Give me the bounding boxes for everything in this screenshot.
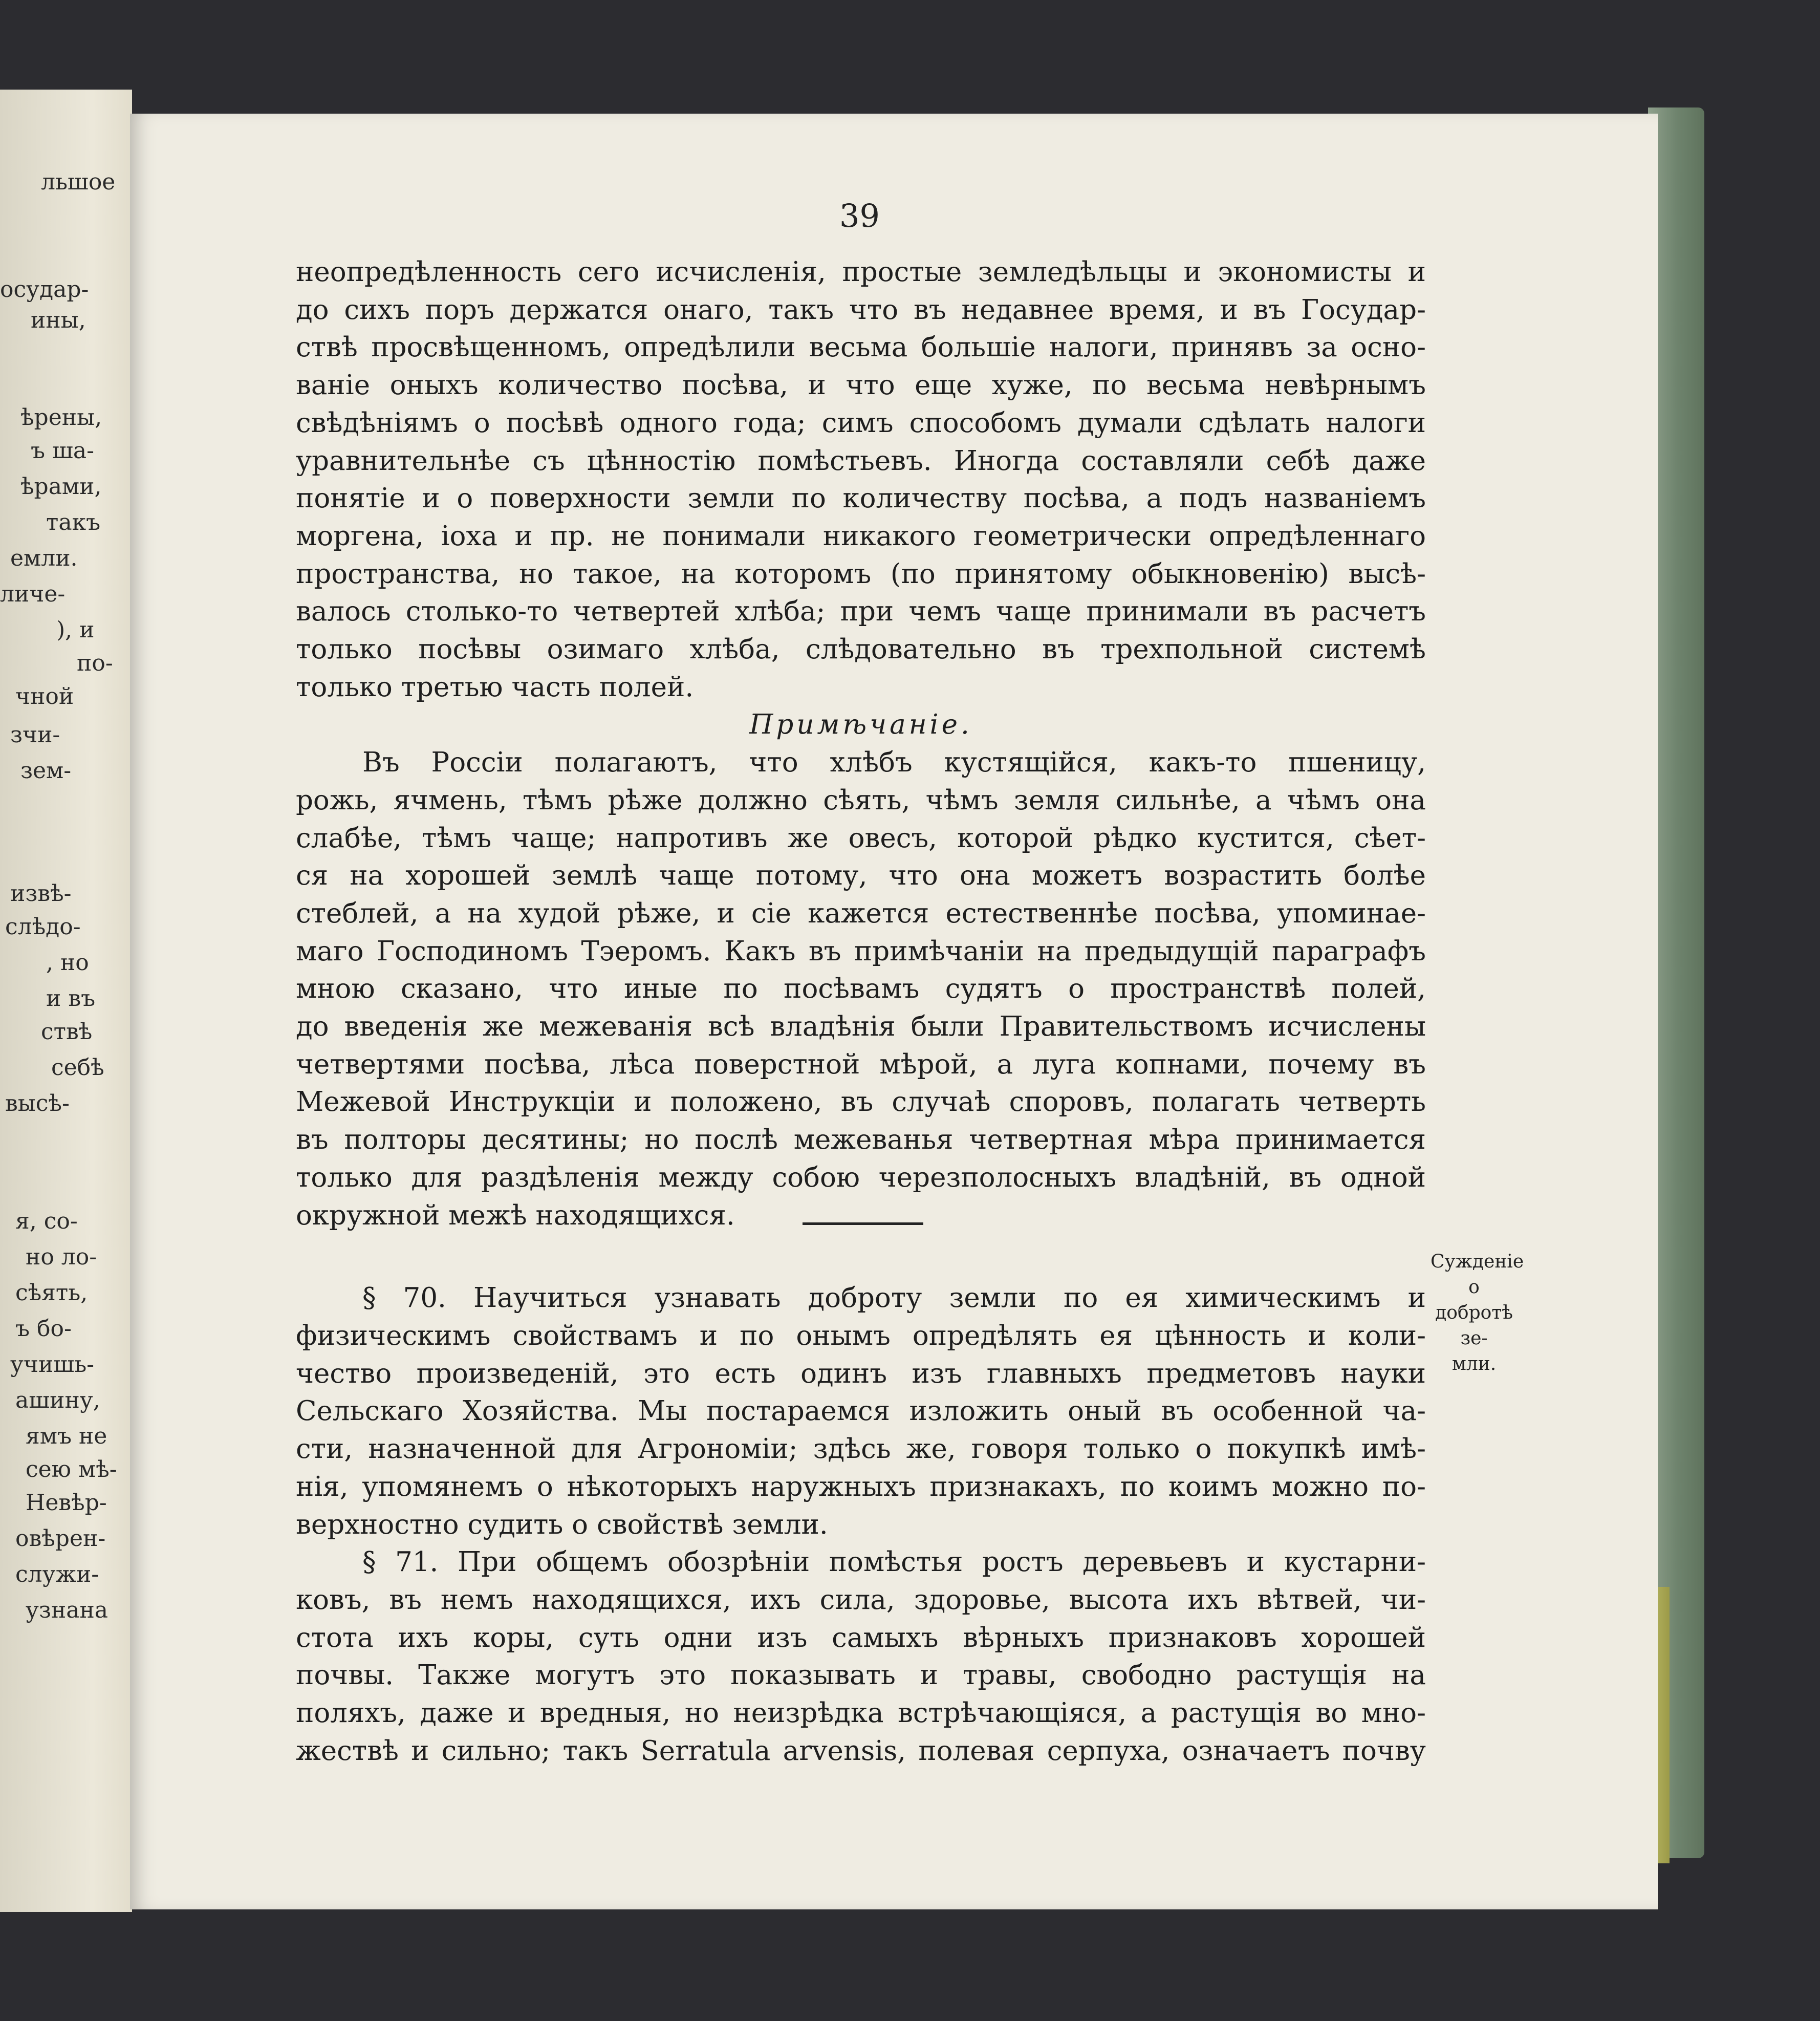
- note-line: ся на хорошей землѣ чаще потому, что она можетъ возрастить болѣе: [296, 860, 1426, 892]
- paragraph-line: только третью часть полей.: [296, 671, 694, 703]
- note-line: Въ Россіи полагаютъ, что хлѣбъ кустящійся, какъ-то пшеницу,: [362, 747, 1426, 779]
- page-body: [296, 253, 1426, 1770]
- section-gap: [296, 1234, 1426, 1279]
- margin-note-line: добротѣ зе-: [1435, 1302, 1513, 1349]
- note-line: въ полторы десятины; но послѣ межеванья четвертная мѣра принимается: [296, 1124, 1426, 1156]
- note-line: мною сказано, что иные по посѣвамъ судятъ о пространствѣ полей,: [296, 973, 1426, 1005]
- left-page-fragment: осудар-: [0, 276, 89, 303]
- section-71-line: ковъ, въ немъ находящихся, ихъ сила, здоровье, высота ихъ вѣтвей, чи-: [296, 1584, 1426, 1616]
- paragraph-line: пространства, но такое, на которомъ (по принятому обыкновенію) высѣ-: [296, 558, 1426, 590]
- left-page-fragment: льшое: [41, 169, 116, 195]
- left-page-fragment: личе-: [0, 581, 66, 607]
- left-page-fragment: ѣрены,: [20, 404, 102, 431]
- section-70-line: физическимъ свойствамъ и по онымъ опредѣлять ея цѣнность и коли-: [296, 1320, 1426, 1351]
- section-70-line: чество произведеній, это есть одинъ изъ главныхъ предметовъ науки: [296, 1358, 1426, 1389]
- note-line: рожь, ячмень, тѣмъ рѣже должно сѣять, чѣмъ земля сильнѣе, а чѣмъ она: [296, 784, 1426, 816]
- left-page-fragment: сею мѣ-: [26, 1456, 117, 1482]
- left-page-fragment: служи-: [15, 1561, 99, 1587]
- left-page-fragment: ѣрами,: [20, 474, 102, 500]
- note-line: только для раздѣленія между собою черезполосныхъ владѣній, въ одной: [296, 1162, 1426, 1193]
- paragraph-line: только посѣвы озимаго хлѣба, слѣдовательно въ трехпольной системѣ: [296, 634, 1426, 665]
- left-page-fragment: , но: [46, 950, 89, 976]
- left-page-fragment: ствѣ: [41, 1019, 93, 1045]
- left-page-fragment: узнана: [26, 1597, 109, 1623]
- paragraph-line: ствѣ просвѣщенномъ, опредѣлили весьма большіе налоги, принявъ за осно-: [296, 332, 1426, 363]
- left-page-fragment: по-: [77, 650, 113, 676]
- left-page-fragment: учишь-: [10, 1351, 95, 1378]
- paragraph-line: свѣдѣніямъ о посѣвѣ одного года; симъ способомъ думали сдѣлать налоги: [296, 407, 1426, 439]
- left-page-fragment: сѣять,: [15, 1280, 88, 1306]
- note-line: окружной межѣ находящихся.: [296, 1199, 735, 1231]
- note-heading: Примѣчаніе.: [749, 709, 972, 741]
- section-70-line: сти, назначенной для Агрономіи; здѣсь же, говоря только о покупкѣ имѣ-: [296, 1433, 1426, 1465]
- left-page-fragment: ), и: [56, 617, 95, 643]
- page-number: 39: [839, 197, 880, 234]
- left-page-fragment: слѣдо-: [5, 914, 81, 940]
- left-page-fragment: ямъ не: [26, 1423, 107, 1449]
- note-line: до введенія же межеванія всѣ владѣнія были Правительствомъ исчислены: [296, 1011, 1426, 1043]
- left-page-fragment: извѣ-: [10, 880, 72, 907]
- section-71-line: стота ихъ коры, суть одни изъ самыхъ вѣрныхъ признаковъ хорошей: [296, 1622, 1426, 1653]
- left-page-fragment: такъ: [46, 509, 101, 535]
- left-page-fragment: высѣ-: [5, 1090, 70, 1116]
- left-page-fragment: и въ: [46, 985, 96, 1012]
- note-line: слабѣе, тѣмъ чаще; напротивъ же овесъ, которой рѣдко кустится, сѣет-: [296, 822, 1426, 854]
- left-page-fragment: овѣрен-: [15, 1525, 106, 1552]
- paragraph-line: до сихъ поръ держатся онаго, такъ что въ недавнее время, и въ Государ-: [296, 294, 1426, 326]
- section-71-line: § 71. При общемъ обозрѣніи помѣстья ростъ деревьевъ и кустарни-: [362, 1546, 1426, 1578]
- left-page-fragment: себѣ: [51, 1055, 104, 1081]
- section-70-line: нія, упомянемъ о нѣкоторыхъ наружныхъ признакахъ, по коимъ можно по-: [296, 1471, 1426, 1502]
- left-page-fragment: емли.: [10, 545, 78, 571]
- section-71-line: поляхъ, даже и вредныя, но неизрѣдка встрѣчающіяся, а растущія во мно-: [296, 1697, 1426, 1729]
- margin-note-line: Сужденіе о: [1431, 1251, 1524, 1298]
- paragraph-line: понятіе и о поверхности земли по количеству посѣва, а подъ названіемъ: [296, 483, 1426, 514]
- section-70-line: § 70. Научиться узнавать доброту земли по ея химическимъ и: [362, 1282, 1426, 1314]
- left-page-fragment: Невѣр-: [26, 1490, 107, 1516]
- note-line: маго Господиномъ Тэеромъ. Какъ въ примѣчаніи на предыдущій параграфъ: [296, 935, 1426, 967]
- note-line: стеблей, а на худой рѣже, и сіе кажется естественнѣе посѣва, упоминае-: [296, 897, 1426, 929]
- section-70-line: Сельскаго Хозяйства. Мы постараемся изложить оный въ особенной ча-: [296, 1395, 1426, 1427]
- paragraph-line: ваніе оныхъ количество посѣва, и что еще хуже, по весьма невѣрнымъ: [296, 370, 1426, 401]
- paragraph-line: валось столько-то четвертей хлѣба; при чемъ чаще принимали въ расчетъ: [296, 596, 1426, 628]
- section-71-line: жествѣ и сильно; такъ Serratula arvensis, полевая серпуха, означаетъ почву: [296, 1735, 1426, 1767]
- left-page-edge: [0, 90, 132, 1912]
- section-71-line: почвы. Также могутъ это показывать и травы, свободно растущія на: [296, 1660, 1426, 1691]
- paragraph-line: моргена, іоха и пр. не понимали никакого геометрически опредѣленнаго: [296, 520, 1426, 552]
- paragraph-line: уравнительнѣе съ цѣнностію помѣстьевъ. Иногда составляли себѣ даже: [296, 445, 1426, 477]
- margin-note-line: мли.: [1451, 1353, 1497, 1374]
- left-page-fragment: зчи-: [10, 722, 60, 748]
- left-page-fragment: ъ ша-: [31, 438, 94, 464]
- left-page-fragment: ашину,: [15, 1387, 100, 1413]
- left-page-fragment: но ло-: [26, 1244, 97, 1270]
- left-page-fragment: чной: [15, 683, 74, 709]
- note-line: Межевой Инструкціи и положено, въ случаѣ споровъ, полагать четверть: [296, 1086, 1426, 1118]
- margin-note: [1431, 1249, 1524, 1377]
- note-line: четвертями посѣва, лѣса поверстной мѣрой, а луга копнами, почему въ: [296, 1048, 1426, 1080]
- section-divider-rule: [803, 1222, 923, 1225]
- left-page-fragment: ъ бо-: [15, 1316, 72, 1342]
- left-page-fragment: ины,: [31, 307, 86, 333]
- left-page-fragment: я, со-: [15, 1208, 78, 1234]
- left-page-fragment: зем-: [20, 758, 72, 784]
- section-70-line: верхностно судить о свойствѣ земли.: [296, 1509, 828, 1540]
- paragraph-line: неопредѣленность сего исчисленія, простые земледѣльцы и экономисты и: [296, 256, 1426, 288]
